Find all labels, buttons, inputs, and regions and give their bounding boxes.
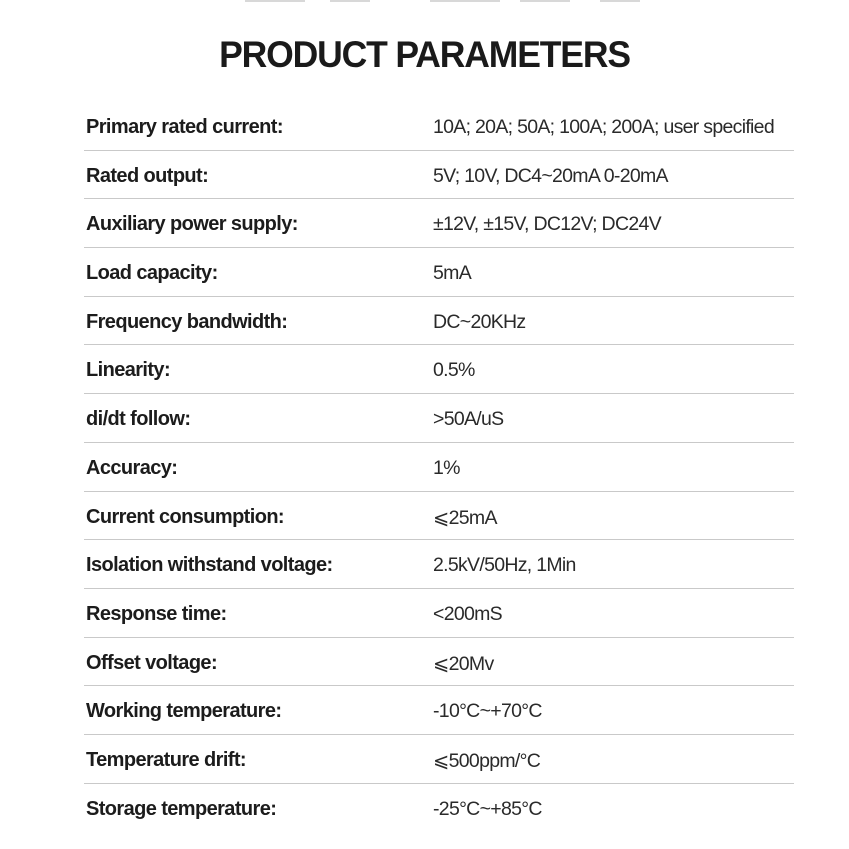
parameter-row (84, 345, 794, 394)
parameter-row (84, 784, 794, 833)
parameter-row (84, 492, 794, 541)
parameter-value: ⩽20Mv (433, 652, 494, 675)
parameter-value: -25°C~+85°C (433, 797, 542, 820)
parameter-row (84, 248, 794, 297)
parameter-label: Temperature drift: (86, 748, 246, 771)
parameter-label: Response time: (86, 602, 227, 625)
parameter-value: 2.5kV/50Hz, 1Min (433, 554, 576, 577)
parameters-table (84, 102, 794, 832)
parameter-row (84, 297, 794, 346)
parameter-value: 5mA (433, 262, 471, 285)
parameter-label: Isolation withstand voltage: (86, 554, 333, 577)
parameter-value: 5V; 10V, DC4~20mA 0-20mA (433, 164, 668, 187)
parameter-value: 0.5% (433, 359, 475, 382)
top-edge-decoration (0, 0, 849, 4)
parameter-row (84, 686, 794, 735)
parameter-row (84, 151, 794, 200)
parameter-value: ±12V, ±15V, DC12V; DC24V (433, 213, 661, 236)
parameter-label: Current consumption: (86, 505, 284, 528)
parameter-value: ⩽500ppm/°C (433, 749, 541, 772)
parameter-value: 1% (433, 456, 460, 479)
parameter-label: Frequency bandwidth: (86, 310, 288, 333)
parameter-label: di/dt follow: (86, 408, 191, 431)
parameter-label: Offset voltage: (86, 651, 218, 674)
parameter-label: Linearity: (86, 359, 171, 382)
parameter-row (84, 735, 794, 784)
parameter-row (84, 589, 794, 638)
parameter-label: Auxiliary power supply: (86, 213, 298, 236)
parameter-value: 10A; 20A; 50A; 100A; 200A; user specified (433, 116, 774, 138)
parameter-row (84, 102, 794, 151)
parameter-row (84, 443, 794, 492)
parameter-value: ⩽25mA (433, 506, 497, 529)
parameter-value: DC~20KHz (433, 310, 526, 333)
page-title: PRODUCT PARAMETERS (219, 34, 630, 75)
parameter-label: Rated output: (86, 164, 209, 187)
parameter-label: Load capacity: (86, 262, 218, 285)
parameter-label: Storage temperature: (86, 797, 277, 820)
parameter-row (84, 199, 794, 248)
parameter-value: >50A/uS (433, 408, 504, 431)
parameter-label: Primary rated current: (86, 116, 283, 138)
parameter-row (84, 540, 794, 589)
parameter-row (84, 638, 794, 687)
parameter-row (84, 394, 794, 443)
parameter-label: Accuracy: (86, 456, 178, 479)
parameter-value: -10°C~+70°C (433, 700, 542, 723)
parameter-value: <200mS (433, 602, 502, 625)
parameter-label: Working temperature: (86, 700, 282, 723)
